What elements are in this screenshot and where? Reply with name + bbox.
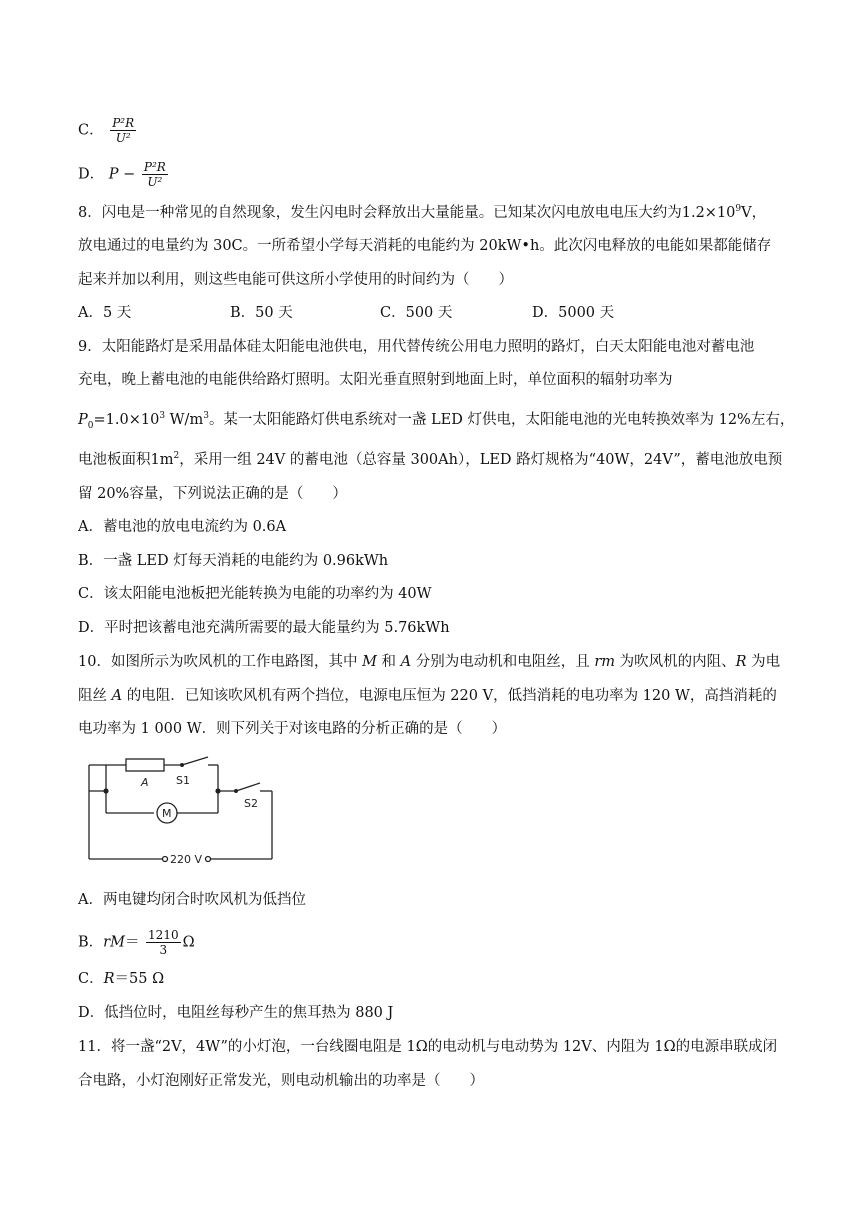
denominator: U²	[147, 175, 163, 189]
q10-option-d: D．低挡位时，电阻丝每秒产生的焦耳热为 880 J	[78, 1005, 394, 1021]
switch-s1-blade	[182, 757, 208, 765]
variable: R	[735, 654, 747, 670]
q10-stem-line2	[78, 686, 777, 706]
switch-s1-label: S1	[176, 774, 190, 787]
terminal-left	[163, 857, 168, 862]
variable: rM	[103, 934, 125, 951]
text: 电池板面积	[78, 452, 151, 468]
q9-option-d: D．平时把该蓄电池充满所需要的最大能量约为 5.76kWh	[78, 620, 450, 636]
exponent: 9	[735, 204, 742, 215]
text: 阻丝	[78, 688, 112, 704]
unit: Ω	[182, 934, 195, 951]
source-label: 220 V	[170, 853, 203, 866]
option-label: C．	[78, 122, 104, 139]
q8-option-a: A．5 天	[78, 305, 132, 321]
variable: A	[111, 688, 123, 704]
text: ，采用一组 24V 的蓄电池（总容量 300Ah），LED 路灯规格为“40W，24V”，蓄电池放电预	[179, 452, 783, 468]
q9-stem-line4	[78, 450, 782, 470]
q9-option-a: A．蓄电池的放电电流约为 0.6A	[78, 519, 287, 535]
q8-option-d: D．5000 天	[532, 305, 615, 321]
text: 的电阻．已知该吹风机有两个挡位，电源电压恒为 220 V，低挡消耗的电功率为 120 W，高挡消耗的	[122, 688, 777, 704]
unit-exponent: 3	[203, 411, 209, 422]
text: 为电	[746, 654, 781, 670]
text: 分别为电动机和电阻丝，且	[411, 654, 595, 670]
numerator: P²R	[143, 160, 166, 174]
fraction	[110, 116, 136, 145]
q8-option-c: C．500 天	[380, 305, 453, 321]
fraction	[142, 160, 168, 189]
variable: rm	[594, 654, 616, 670]
option-label: B．	[78, 934, 104, 951]
option-label: D．	[78, 166, 105, 183]
variable: R	[103, 971, 115, 987]
variable: P	[78, 412, 88, 428]
operator: ＝	[124, 934, 140, 951]
subscript: 0	[87, 420, 94, 431]
q10-option-c	[78, 969, 164, 989]
q8-stem-line3: 起来并加以利用，则这些电能可供这所小学使用的时间约为（ ）	[78, 272, 513, 288]
text: 。某一太阳能路灯供电系统对一盏 LED 灯供电，太阳能电池的光电转换效率为 12%左右，	[208, 412, 795, 428]
circuit-diagram	[84, 755, 280, 867]
switch-s2-pivot	[234, 789, 238, 793]
q10-option-a: A．两电键均闭合时吹风机为低挡位	[78, 892, 306, 908]
junction-dot-right	[215, 788, 220, 793]
exponent: 3	[159, 411, 166, 422]
fraction	[146, 928, 181, 957]
terminal-right	[206, 857, 211, 862]
switch-s2-blade	[236, 783, 260, 791]
q11-stem-line1: 11．将一盏“2V，4W”的小灯泡，一台线圈电阻是 1Ω的电动机与电动势为 12V、内阻为 1Ω的电源串联成闭	[78, 1039, 778, 1055]
value: =1.0×10	[93, 412, 160, 428]
option-label: C．	[78, 971, 104, 987]
resistor-label: A	[141, 776, 149, 789]
switch-s1-pivot	[180, 763, 184, 767]
exponent: 2	[173, 451, 180, 462]
q10-stem-line1	[78, 652, 780, 672]
q9-option-c: C．该太阳能电池板把光能转换为电能的功率约为 40W	[78, 586, 432, 602]
text: 8．闪电是一种常见的自然现象，发生闪电时会释放出大量能量。已知某次闪电放电电压大约为	[78, 205, 682, 221]
variable: A	[400, 654, 412, 670]
denominator: 3	[159, 943, 168, 957]
q9-stem-line5: 留 20%容量，下列说法正确的是（ ）	[78, 486, 347, 502]
text: 为吹风机的内阻、	[615, 654, 736, 670]
q8-stem-line2: 放电通过的电量约为 30C。一所希望小学每天消耗的电能约为 20kW•h。此次闪电释放的电能如果都能储存	[78, 238, 772, 254]
variable: M	[362, 654, 377, 670]
q11-stem-line2: 合电路，小灯泡刚好正常发光，则电动机输出的功率是（ ）	[78, 1073, 484, 1089]
text: ＝55 Ω	[114, 971, 165, 987]
numerator: P²R	[112, 116, 135, 130]
q7-option-c	[78, 116, 138, 145]
q10-stem-line3: 电功率为 1 000 W．则下列关于对该电路的分析正确的是（ ）	[78, 721, 507, 737]
text: 和	[376, 654, 401, 670]
resistor-a	[126, 759, 164, 771]
denominator: U²	[115, 131, 131, 145]
motor-label: M	[162, 807, 172, 820]
variable: P	[108, 166, 119, 183]
q9-stem-line2: 充电，晚上蓄电池的电能供给路灯照明。太阳光垂直照射到地面上时，单位面积的辐射功率为	[78, 372, 673, 388]
value: 1m	[150, 452, 174, 468]
q8-stem-line1	[78, 203, 766, 223]
operator: −	[123, 166, 136, 183]
switch-s2-label: S2	[244, 797, 258, 810]
q9-option-b: B．一盏 LED 灯每天消耗的电能约为 0.96kWh	[78, 553, 389, 569]
unit: W/m	[169, 412, 204, 428]
q9-stem-line1: 9．太阳能路灯是采用晶体硅太阳能电池供电，用代替传统公用电力照明的路灯，白天太阳能电池对蓄电池	[78, 339, 755, 355]
q7-option-d	[78, 160, 170, 189]
numerator: 1210	[148, 928, 179, 942]
junction-dot-left	[103, 788, 108, 793]
text: 10．如图所示为吹风机的工作电路图，其中	[78, 654, 363, 670]
q8-option-b: B．50 天	[230, 305, 293, 321]
unit: V，	[741, 205, 767, 221]
q10-option-b	[78, 928, 195, 957]
q9-stem-line3	[78, 410, 794, 430]
value: 1.2×10	[681, 205, 736, 221]
